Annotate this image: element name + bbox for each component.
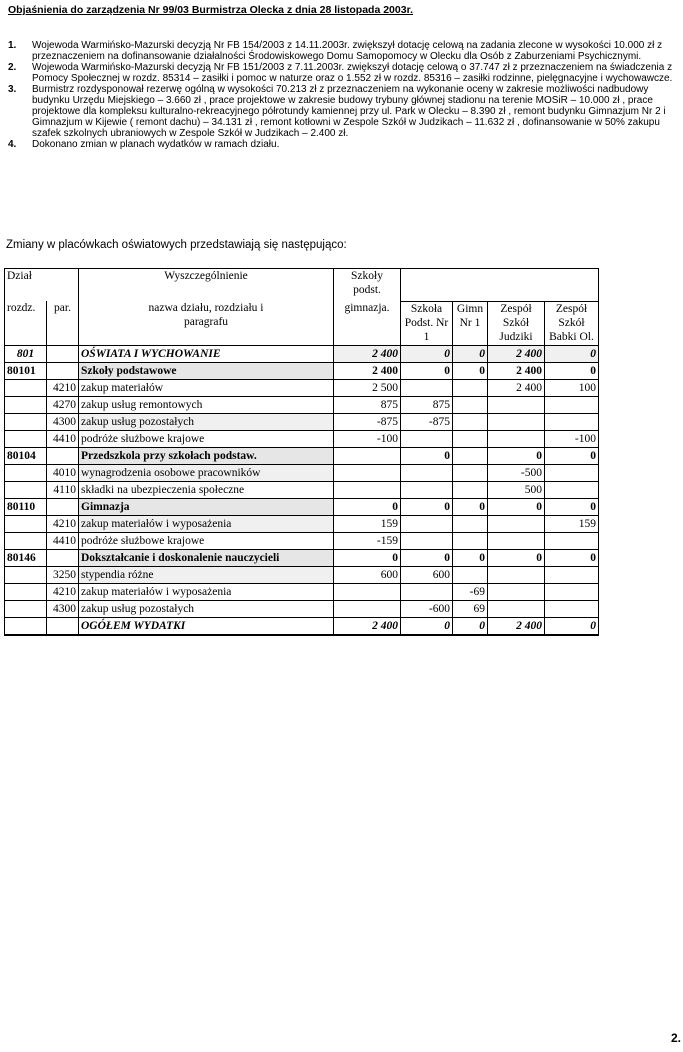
row-value-szkoly-podst: -159 bbox=[334, 533, 401, 550]
row-par: 4210 bbox=[47, 516, 79, 533]
row-value-szkola-podst-nr1 bbox=[401, 380, 453, 397]
row-value-szkoly-podst: 2 400 bbox=[334, 618, 401, 636]
row-code bbox=[5, 584, 47, 601]
row-par: 4300 bbox=[47, 601, 79, 618]
row-code: 801 bbox=[5, 346, 47, 363]
table-row bbox=[5, 550, 599, 567]
row-value-gimn-nr1 bbox=[453, 448, 488, 465]
row-value-zespol-babki bbox=[545, 465, 599, 482]
table-row bbox=[5, 601, 599, 618]
row-name: zakup usług remontowych bbox=[79, 397, 334, 414]
row-name: OGÓŁEM WYDATKI bbox=[79, 618, 334, 636]
row-code bbox=[5, 516, 47, 533]
changes-intro: Zmiany w placówkach oświatowych przedstawiają się następująco: bbox=[6, 239, 347, 251]
item-number: 3. bbox=[8, 84, 17, 95]
item-text: Dokonano zmian w planach wydatków w ramach działu. bbox=[32, 139, 280, 150]
row-value-gimn-nr1: 0 bbox=[453, 618, 488, 636]
row-value-zespol-babki: 0 bbox=[545, 618, 599, 636]
row-par: 4410 bbox=[47, 431, 79, 448]
row-code bbox=[5, 380, 47, 397]
row-value-szkola-podst-nr1: 0 bbox=[401, 550, 453, 567]
row-name: podróże służbowe krajowe bbox=[79, 431, 334, 448]
row-name: podróże służbowe krajowe bbox=[79, 533, 334, 550]
row-value-gimn-nr1: 0 bbox=[453, 363, 488, 380]
row-value-zespol-judziki: 2 400 bbox=[488, 380, 545, 397]
explanation-item bbox=[8, 139, 673, 150]
row-value-zespol-babki bbox=[545, 482, 599, 499]
row-code: 80110 bbox=[5, 499, 47, 516]
row-value-zespol-judziki: 0 bbox=[488, 499, 545, 516]
row-value-gimn-nr1: 69 bbox=[453, 601, 488, 618]
row-value-zespol-judziki bbox=[488, 567, 545, 584]
row-code bbox=[5, 601, 47, 618]
row-value-zespol-babki: 0 bbox=[545, 448, 599, 465]
explanation-item bbox=[8, 62, 673, 84]
row-value-zespol-babki: -100 bbox=[545, 431, 599, 448]
row-value-zespol-judziki bbox=[488, 584, 545, 601]
table-row bbox=[5, 499, 599, 516]
row-value-zespol-judziki bbox=[488, 533, 545, 550]
row-value-szkoly-podst: 875 bbox=[334, 397, 401, 414]
row-value-zespol-babki: 0 bbox=[545, 346, 599, 363]
row-value-zespol-babki: 159 bbox=[545, 516, 599, 533]
row-par bbox=[47, 618, 79, 636]
row-code bbox=[5, 431, 47, 448]
row-value-zespol-judziki: 2 400 bbox=[488, 618, 545, 636]
row-name: zakup materiałów i wyposażenia bbox=[79, 516, 334, 533]
row-value-zespol-babki bbox=[545, 584, 599, 601]
row-value-zespol-babki bbox=[545, 397, 599, 414]
row-par: 4210 bbox=[47, 584, 79, 601]
table-body bbox=[5, 346, 599, 636]
row-par: 4210 bbox=[47, 380, 79, 397]
row-name: zakup usług pozostałych bbox=[79, 601, 334, 618]
row-value-szkoly-podst: 2 400 bbox=[334, 346, 401, 363]
row-par: 4410 bbox=[47, 533, 79, 550]
row-par bbox=[47, 363, 79, 380]
item-number: 1. bbox=[8, 40, 17, 51]
row-value-szkola-podst-nr1: -600 bbox=[401, 601, 453, 618]
row-value-szkola-podst-nr1: 0 bbox=[401, 618, 453, 636]
row-name: Gimnazja bbox=[79, 499, 334, 516]
row-value-szkoly-podst: 2 500 bbox=[334, 380, 401, 397]
row-value-szkoly-podst: -100 bbox=[334, 431, 401, 448]
row-name: składki na ubezpieczenia społeczne bbox=[79, 482, 334, 499]
item-number: 4. bbox=[8, 139, 17, 150]
row-value-szkoly-podst: 600 bbox=[334, 567, 401, 584]
row-value-szkoly-podst: 159 bbox=[334, 516, 401, 533]
row-code: 80146 bbox=[5, 550, 47, 567]
row-value-zespol-babki bbox=[545, 414, 599, 431]
table-subheader-row bbox=[5, 301, 599, 346]
row-code bbox=[5, 533, 47, 550]
row-name: zakup materiałów bbox=[79, 380, 334, 397]
row-value-szkoly-podst: 0 bbox=[334, 550, 401, 567]
item-text: Wojewoda Warmińsko-Mazurski decyzją Nr FB 151/2003 z 7.11.2003r. zwiększył dotację celową o 37.747 zł z przeznaczeniem na świadczenia z Pomocy Społecznej w rozdz. 85314 – zasiłki i pomoc w naturze oraz o 1.552 zł w rozdz. 85316 – zasiłki rodzinne, pielęgnacyjne i wychowawcze. bbox=[32, 62, 673, 84]
row-value-gimn-nr1 bbox=[453, 431, 488, 448]
explanation-item bbox=[8, 40, 673, 62]
row-code bbox=[5, 567, 47, 584]
item-text: Wojewoda Warmińsko-Mazurski decyzją Nr FB 154/2003 z 14.11.2003r. zwiększył dotację celową na zadania zlecone w wysokości 10.000 zł z przeznaczeniem na dofinansowanie działalności Środowiskowego Domu Samopomocy w Olecku dla Osób z Zaburzeniami Psychicznymi. bbox=[32, 40, 663, 62]
row-value-gimn-nr1 bbox=[453, 533, 488, 550]
row-name: zakup materiałów i wyposażenia bbox=[79, 584, 334, 601]
row-value-zespol-judziki: 2 400 bbox=[488, 346, 545, 363]
row-value-gimn-nr1 bbox=[453, 516, 488, 533]
header-gimn-nr1: Gimn Nr 1 bbox=[453, 301, 488, 346]
row-value-gimn-nr1 bbox=[453, 465, 488, 482]
table-row bbox=[5, 482, 599, 499]
table-row bbox=[5, 516, 599, 533]
header-szkola-podst-nr1: Szkoła Podst. Nr 1 bbox=[401, 301, 453, 346]
row-value-zespol-babki: 100 bbox=[545, 380, 599, 397]
row-par: 4010 bbox=[47, 465, 79, 482]
table-row bbox=[5, 380, 599, 397]
row-value-zespol-judziki: -500 bbox=[488, 465, 545, 482]
row-value-szkoly-podst: -875 bbox=[334, 414, 401, 431]
row-value-gimn-nr1: 0 bbox=[453, 499, 488, 516]
row-code: 80104 bbox=[5, 448, 47, 465]
header-zespol-judziki: Zespół Szkół Judziki bbox=[488, 301, 545, 346]
row-value-zespol-judziki: 500 bbox=[488, 482, 545, 499]
row-par bbox=[47, 499, 79, 516]
row-par bbox=[47, 448, 79, 465]
row-value-szkola-podst-nr1 bbox=[401, 516, 453, 533]
item-text: Burmistrz rozdysponował rezerwę ogólną w wysokości 70.213 zł z przeznaczeniem na wykonanie oceny w zakresie możliwości nadbudowy budynku Urzędu Miejskiego – 3.660 zł , prace projektowe w zakresie budowy trybuny głównej stadionu na terenie MOSiR – 10.000 zł , prace projektowe dla kompleksu kulturalno-rekreacyjnego półrotundy kamiennej przy ul. Park w Olecku – 8.390 zł , remont budynku Gimnazjum Nr 2 i Gimnazjum w Kijewie ( remont dachu) – 34.131 zł , remont kotłowni w Zespole Szkół w Judzikach – 11.632 zł , dofinansowanie w 50% zakupu szafek szkolnych ubraniowych w Zespole Szkół w Judzikach – 2.400 zł. bbox=[32, 84, 666, 139]
row-name: OŚWIATA I WYCHOWANIE bbox=[79, 346, 334, 363]
table-row bbox=[5, 363, 599, 380]
row-value-zespol-babki: 0 bbox=[545, 550, 599, 567]
document-title: Objaśnienia do zarządzenia Nr 99/03 Burmistrza Olecka z dnia 28 listopada 2003r. bbox=[8, 4, 413, 16]
row-par: 4110 bbox=[47, 482, 79, 499]
row-name: wynagrodzenia osobowe pracowników bbox=[79, 465, 334, 482]
row-value-szkola-podst-nr1 bbox=[401, 482, 453, 499]
row-value-zespol-judziki bbox=[488, 397, 545, 414]
row-name: Szkoły podstawowe bbox=[79, 363, 334, 380]
table-row bbox=[5, 346, 599, 363]
row-value-szkola-podst-nr1: 0 bbox=[401, 448, 453, 465]
row-code bbox=[5, 618, 47, 636]
page-number: 2. bbox=[671, 1031, 682, 1045]
row-value-gimn-nr1 bbox=[453, 397, 488, 414]
row-value-szkoly-podst bbox=[334, 584, 401, 601]
row-value-gimn-nr1: 0 bbox=[453, 550, 488, 567]
row-value-szkola-podst-nr1: 0 bbox=[401, 499, 453, 516]
header-wyszczegolnienie: Wyszczególnienie bbox=[79, 269, 334, 302]
row-value-szkoly-podst: 0 bbox=[334, 499, 401, 516]
table-row bbox=[5, 567, 599, 584]
header-dzial: Dział bbox=[5, 269, 79, 302]
row-value-zespol-judziki bbox=[488, 601, 545, 618]
row-value-gimn-nr1: -69 bbox=[453, 584, 488, 601]
row-value-szkoly-podst: 2 400 bbox=[334, 363, 401, 380]
row-value-szkola-podst-nr1 bbox=[401, 533, 453, 550]
table-row bbox=[5, 448, 599, 465]
row-value-zespol-babki bbox=[545, 567, 599, 584]
header-nazwa: nazwa działu, rozdziału i paragrafu bbox=[79, 301, 334, 346]
row-name: stypendia różne bbox=[79, 567, 334, 584]
table-row bbox=[5, 533, 599, 550]
header-szkoly-podst: Szkoły podst. bbox=[334, 269, 401, 302]
row-par bbox=[47, 346, 79, 363]
header-rozdz: rozdz. bbox=[5, 301, 47, 346]
row-value-gimn-nr1 bbox=[453, 567, 488, 584]
row-par bbox=[47, 550, 79, 567]
row-value-szkola-podst-nr1: 0 bbox=[401, 346, 453, 363]
row-par: 3250 bbox=[47, 567, 79, 584]
header-par: par. bbox=[47, 301, 79, 346]
row-value-szkoly-podst bbox=[334, 465, 401, 482]
row-value-szkola-podst-nr1: 0 bbox=[401, 363, 453, 380]
row-par: 4270 bbox=[47, 397, 79, 414]
row-value-szkoly-podst bbox=[334, 601, 401, 618]
row-value-zespol-judziki bbox=[488, 414, 545, 431]
row-value-zespol-judziki bbox=[488, 516, 545, 533]
header-gimnazja: gimnazja. bbox=[334, 301, 401, 346]
table-row bbox=[5, 397, 599, 414]
header-zespol-babki: Zespół Szkół Babki Ol. bbox=[545, 301, 599, 346]
row-value-gimn-nr1: 0 bbox=[453, 346, 488, 363]
row-value-zespol-judziki bbox=[488, 431, 545, 448]
row-value-szkola-podst-nr1: -875 bbox=[401, 414, 453, 431]
item-number: 2. bbox=[8, 62, 17, 73]
table-row bbox=[5, 584, 599, 601]
table-row bbox=[5, 618, 599, 636]
row-code bbox=[5, 465, 47, 482]
row-code bbox=[5, 414, 47, 431]
row-value-szkola-podst-nr1: 600 bbox=[401, 567, 453, 584]
row-value-zespol-judziki: 2 400 bbox=[488, 363, 545, 380]
budget-changes-table bbox=[4, 268, 599, 636]
row-value-szkola-podst-nr1 bbox=[401, 465, 453, 482]
explanation-item bbox=[8, 84, 673, 139]
row-code bbox=[5, 482, 47, 499]
explanation-list bbox=[8, 40, 673, 150]
row-value-zespol-babki bbox=[545, 533, 599, 550]
row-code bbox=[5, 397, 47, 414]
row-value-gimn-nr1 bbox=[453, 414, 488, 431]
row-value-szkoly-podst bbox=[334, 448, 401, 465]
table-row bbox=[5, 414, 599, 431]
row-value-zespol-babki: 0 bbox=[545, 363, 599, 380]
row-name: Dokształcanie i doskonalenie nauczycieli bbox=[79, 550, 334, 567]
table-row bbox=[5, 431, 599, 448]
row-value-szkola-podst-nr1: 875 bbox=[401, 397, 453, 414]
row-value-zespol-judziki: 0 bbox=[488, 550, 545, 567]
row-par: 4300 bbox=[47, 414, 79, 431]
table-row bbox=[5, 465, 599, 482]
header-spacer bbox=[401, 269, 599, 302]
row-name: zakup usług pozostałych bbox=[79, 414, 334, 431]
row-value-szkoly-podst bbox=[334, 482, 401, 499]
row-value-gimn-nr1 bbox=[453, 380, 488, 397]
row-value-szkola-podst-nr1 bbox=[401, 431, 453, 448]
row-value-zespol-babki bbox=[545, 601, 599, 618]
row-code: 80101 bbox=[5, 363, 47, 380]
row-name: Przedszkola przy szkołach podstaw. bbox=[79, 448, 334, 465]
row-value-szkola-podst-nr1 bbox=[401, 584, 453, 601]
row-value-gimn-nr1 bbox=[453, 482, 488, 499]
row-value-zespol-babki: 0 bbox=[545, 499, 599, 516]
table-header-row bbox=[5, 269, 599, 302]
row-value-zespol-judziki: 0 bbox=[488, 448, 545, 465]
